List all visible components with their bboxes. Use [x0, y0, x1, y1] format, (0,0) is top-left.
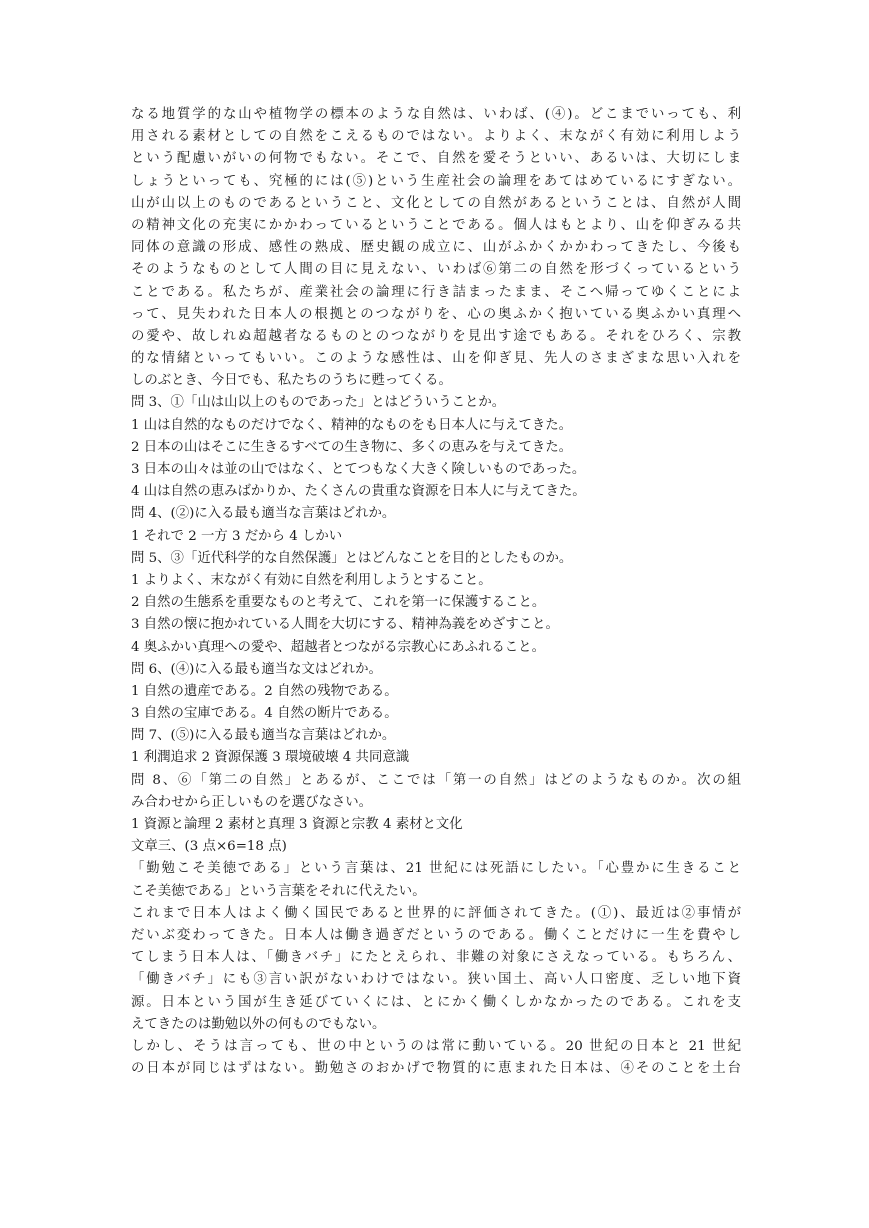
question-7-options: 1 利潤追求 2 資源保護 3 環境破壊 4 共同意識: [131, 750, 410, 766]
question-6-options: 1 自然の遺産である。2 自然の残物である。: [131, 683, 398, 699]
question-5-option: 2 自然の生態系を重要なものと考えて、これを第一に保護すること。: [131, 595, 546, 611]
passage3-line: だいぶ変わってきた。日本人は働き過ぎだというのである。働くことだけに一生を費やし: [131, 927, 741, 943]
passage2-line: 用される素材としての自然をこえるものではない。よりよく、末ながく有効に利用しよう: [131, 129, 741, 145]
question-8-options: 1 資源と論理 2 素材と真理 3 資源と宗教 4 素材と文化: [131, 817, 463, 832]
passage2-line: の精神文化の充実にかかわっているということである。個人はもとより、山を仰ぎみる共: [131, 217, 741, 233]
passage3-line: 「勤勉こそ美徳である」という言葉は、21 世紀には死語にしたい。「心豊かに生きること: [131, 861, 741, 877]
passage3-line: こそ美徳である」という言葉をそれに代えたい。: [131, 883, 426, 899]
question-3-option: 2 日本の山はそこに生きるすべての生き物に、多くの恵みを与えてきた。: [131, 439, 573, 455]
question-4-prompt: 問 4、(②)に入る最も適当な言葉はどれか。: [131, 506, 396, 522]
passage2-line: 同体の意識の形成、感性の熟成、歴史観の成立に、山がふかくかかわってきたし、今後も: [131, 240, 741, 256]
passage2-line: って、見失われた日本人の根拠とのつながりを、心の奥ふかく抱いている奥ふかい真理へ: [131, 306, 741, 322]
question-6-prompt: 問 6、(④)に入る最も適当な文はどれか。: [131, 661, 382, 677]
passage2-line: しのぶとき、今日でも、私たちのうちに甦ってくる。: [131, 373, 452, 389]
passage2-line: 的な情緒といってもいい。このような感性は、山を仰ぎ見、先人のさまざまな思い入れを: [131, 351, 741, 367]
passage3-line: これまで日本人はよく働く国民であると世界的に評価されてきた。(①)、最近は②事情が: [131, 905, 741, 921]
question-5-option: 1 よりよく、末ながく有効に自然を利用しようとすること。: [131, 572, 492, 588]
document-body: [131, 104, 741, 1080]
passage2-line: という配慮いがいの何物でもない。そこで、自然を愛そうといい、あるいは、大切にしま: [131, 151, 741, 167]
passage2-line: なる地質学的な山や植物学の標本のような自然は、いわば、(④)。どこまでいっても、利: [131, 107, 741, 122]
passage3-line: てしまう日本人は、「働きバチ」にたとえられ、非難の対象にさえなっている。もちろん、: [131, 950, 741, 966]
question-5-option: 4 奥ふかい真理への愛や、超越者とつながる宗教心にあふれること。: [131, 639, 545, 655]
passage3-line: 「働きバチ」にも③言い訳がないわけではない。狭い国土、高い人口密度、乏しい地下資: [131, 972, 741, 988]
question-7-prompt: 問 7、(⑤)に入る最も適当な言葉はどれか。: [131, 728, 396, 744]
passage2-line: しょうといっても、究極的には(⑤)という生産社会の論理をあてはめているにすぎない。: [131, 173, 741, 189]
question-3-option: 4 山は自然の恵みばかりか、たくさんの貴重な資源を日本人に与えてきた。: [131, 484, 586, 500]
passage2-line: の愛や、故しれぬ超越者なるものとのつながりを見出す途でもある。それをひろく、宗教: [131, 328, 741, 344]
question-3-option: 1 山は自然的なものだけでなく、精神的なものをも日本人に与えてきた。: [131, 417, 573, 433]
passage3-line: 源。日本という国が生き延びていくには、とにかく働くしかなかったのである。これを支: [131, 994, 741, 1010]
question-6-options: 3 自然の宝庫である。4 自然の断片である。: [131, 706, 398, 722]
question-5-option: 3 自然の懐に抱かれている人間を大切にする、精神為義をめざすこと。: [131, 617, 559, 633]
question-3-prompt: 問 3、①「山は山以上のものであった」とはどういうことか。: [131, 395, 506, 411]
passage2-line: 山が山以上のものであるということ、文化としての自然があるということは、自然が人間: [131, 195, 741, 211]
question-3-option: 3 日本の山々は並の山ではなく、とてつもなく大きく険しいものであった。: [131, 462, 586, 477]
question-4-options: 1 それで 2 一方 3 だから 4 しかい: [131, 528, 343, 544]
question-5-prompt: 問 5、③「近代科学的な自然保護」とはどんなことを目的としたものか。: [131, 550, 573, 566]
question-8-prompt: 問 8、⑥「第二の自然」とあるが、ここでは「第一の自然」はどのようなものか。次の組: [131, 772, 741, 788]
passage2-line: ことである。私たちが、産業社会の論理に行き詰まったまま、そこへ帰ってゆくことによ: [131, 284, 741, 300]
passage3-line: えてきたのは勤勉以外の何ものでもない。: [131, 1016, 386, 1032]
passage2-line: そのようなものとして人間の目に見えない、いわば⑥第二の自然を形づくっているという: [131, 262, 741, 278]
question-8-prompt: み合わせから正しいものを選びなさい。: [131, 794, 373, 810]
passage3-line: の日本が同じはずはない。勤勉さのおかげで物質的に恵まれた日本は、④そのことを土台: [131, 1061, 741, 1077]
section-3-heading: 文章三、(3 点×6=18 点): [131, 839, 287, 855]
passage3-line: しかし、そうは言っても、世の中というのは常に動いている。20 世紀の日本と 21 世紀: [131, 1038, 741, 1054]
